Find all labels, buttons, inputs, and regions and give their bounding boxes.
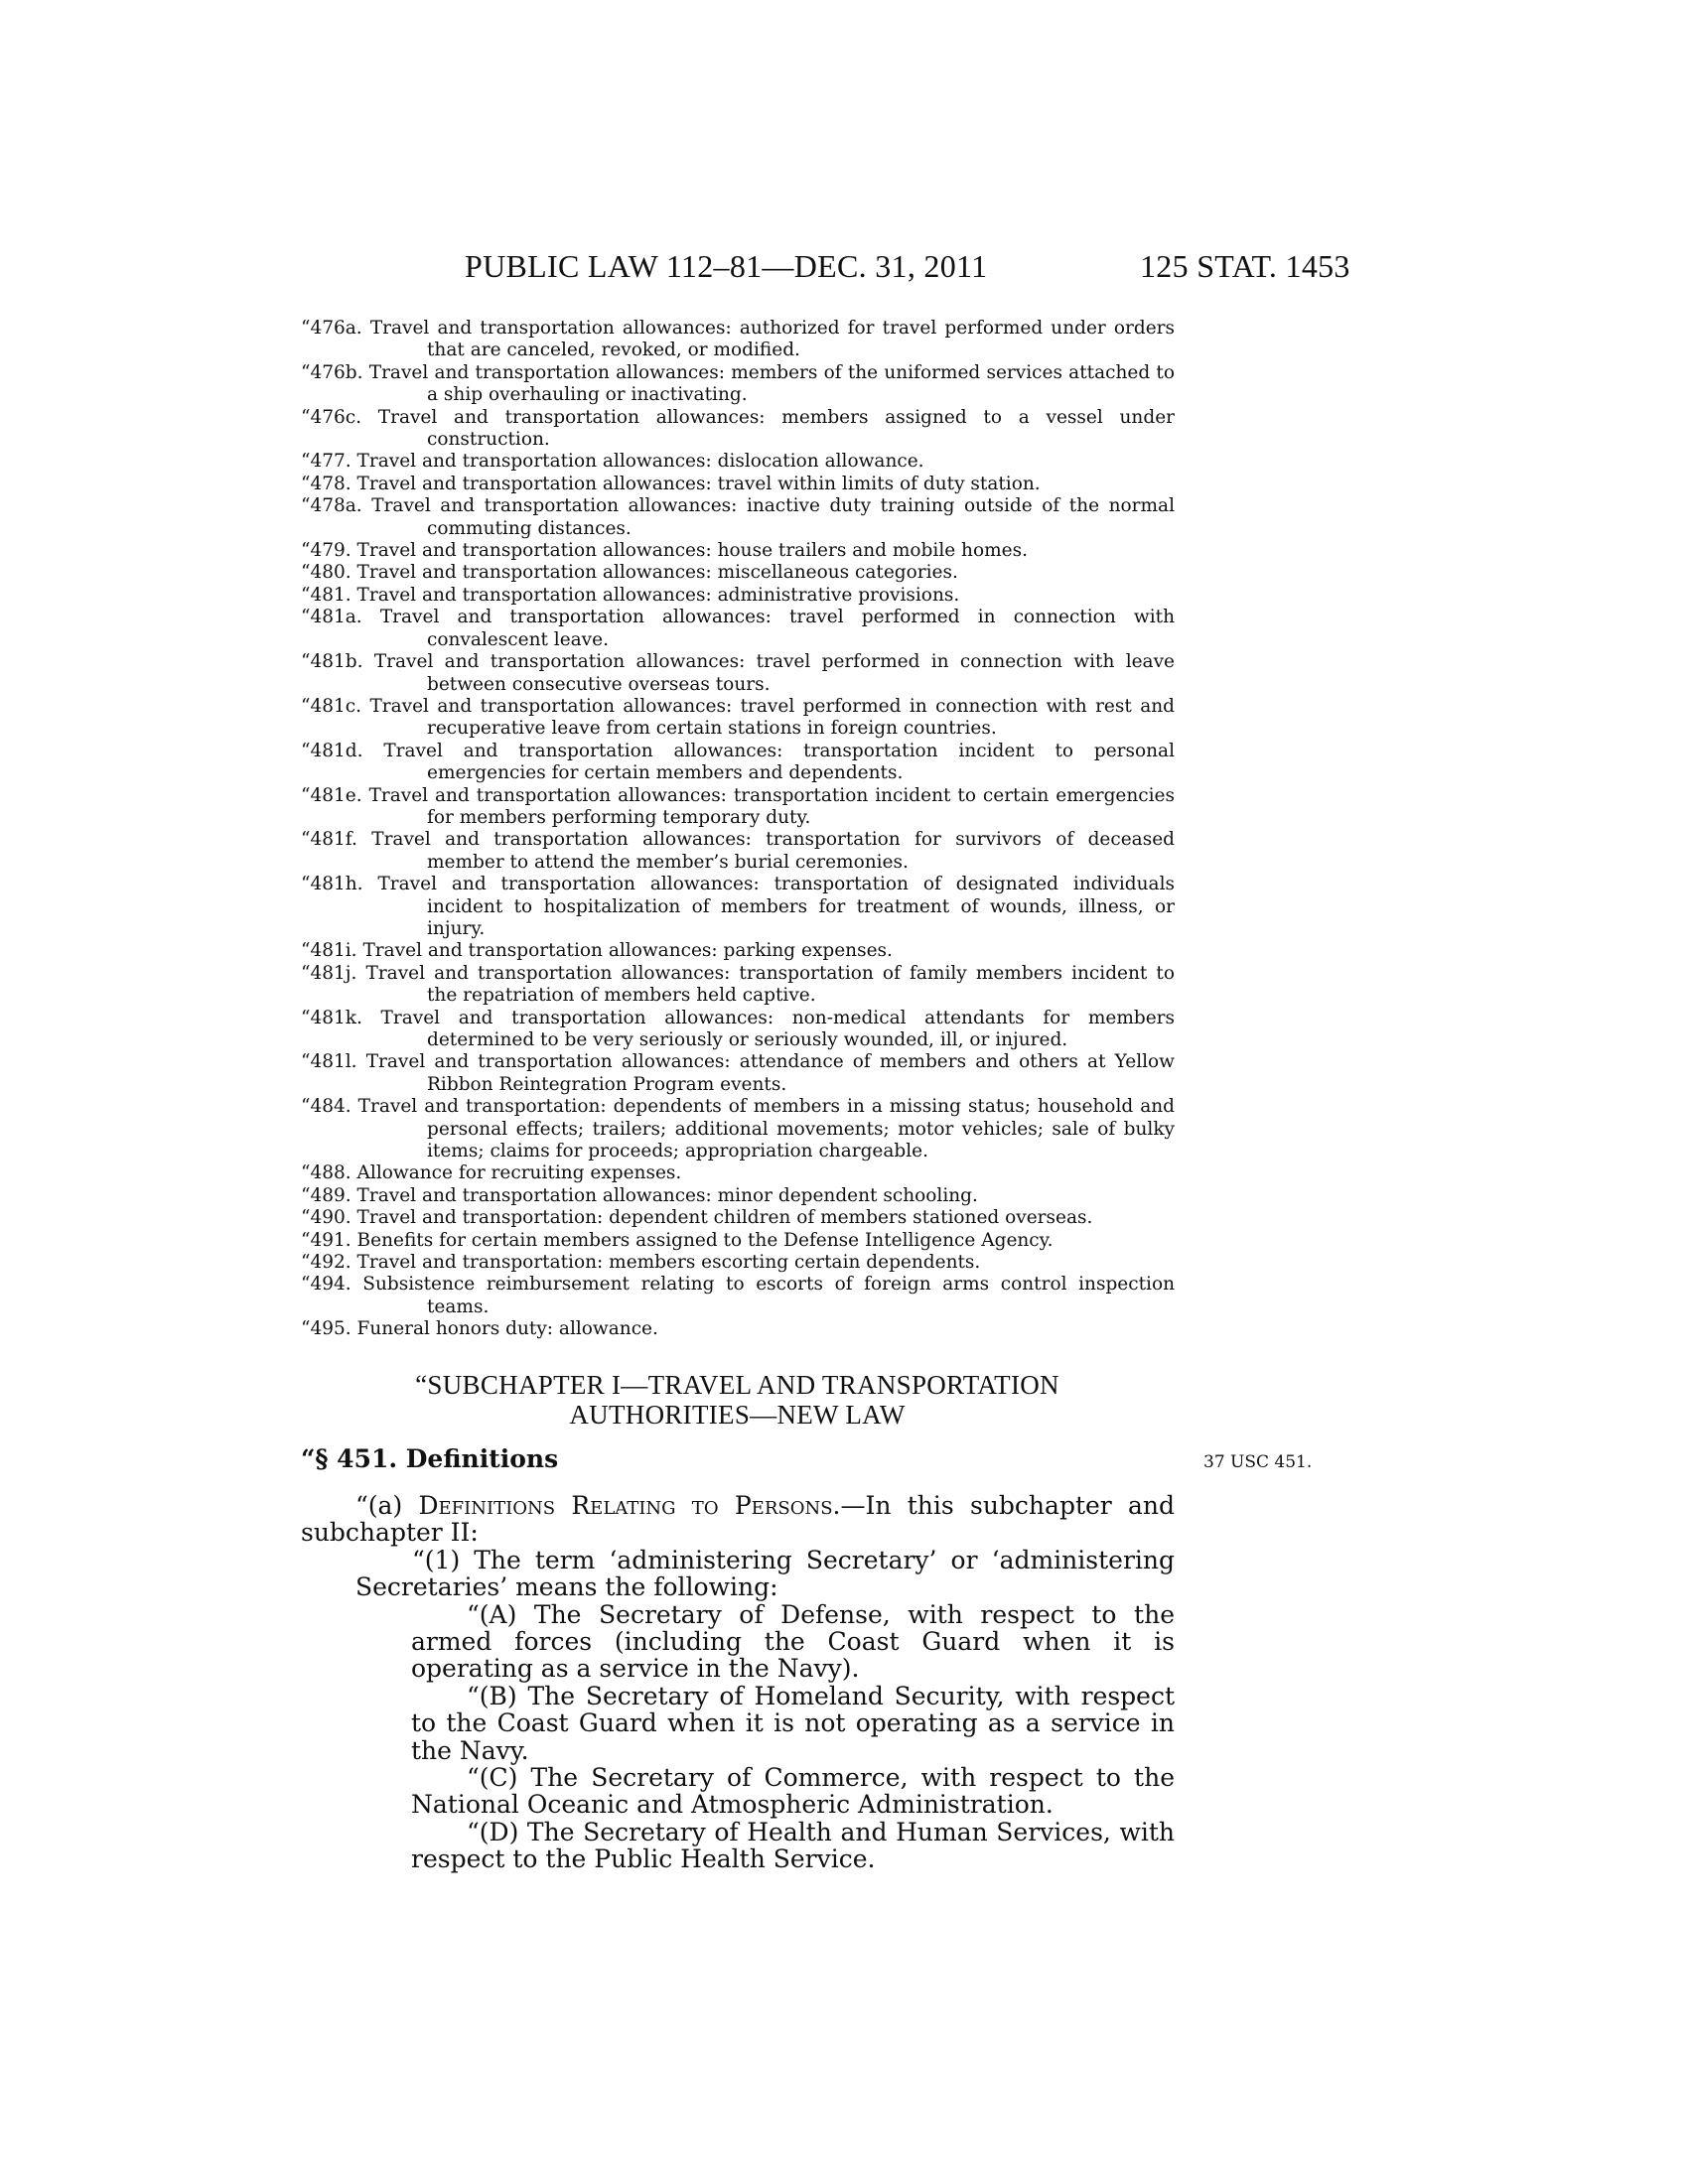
toc-entry-text: Travel and transportation allowances: non-medical attendants for members determined to be very seriously or seriously wounded, ill, or injured.	[380, 1007, 1175, 1050]
toc-entry	[301, 1207, 1175, 1229]
toc-entry-text: Travel and transportation allowances: dislocation allowance.	[356, 451, 924, 473]
toc-entry-number: “495.	[301, 1318, 352, 1340]
toc-entry-text: Travel and transportation allowances: parking expenses.	[362, 940, 893, 962]
toc-entry	[301, 874, 1175, 940]
subchapter-heading-line1: “SUBCHAPTER I—TRAVEL AND TRANSPORTATION	[415, 1370, 1059, 1400]
toc-entry-number: “476b.	[301, 361, 363, 383]
page-header-stat: 125 STAT. 1453	[1140, 248, 1350, 284]
toc-entry-number: “481.	[301, 584, 352, 606]
subparagraph-c: “(C) The Secretary of Commerce, with respect to the National Oceanic and Atmospheric Administration.	[411, 1763, 1175, 1820]
toc-entry-number: “481f.	[301, 829, 357, 851]
toc-entry-text: Travel and transportation: members escorting certain dependents.	[356, 1252, 981, 1274]
toc-entry	[301, 585, 1175, 607]
toc-entry-text: Travel and transportation: dependents of members in a missing status; household and personal effects; trailers; additional movements; motor vehicles; sale of bulky items; claims for proceeds; appropriation chargeable.	[357, 1096, 1175, 1162]
toc-entry	[301, 1185, 1175, 1207]
toc-entry-number: “481c.	[301, 695, 362, 717]
toc-entry-number: “490.	[301, 1207, 352, 1229]
subparagraph-d: “(D) The Secretary of Health and Human Services, with respect to the Public Health Service.	[411, 1817, 1175, 1874]
section-body	[301, 1492, 1175, 1873]
toc-entry-text: Travel and transportation allowances: authorized for travel performed under orders that are canceled, revoked, or modified.	[369, 318, 1175, 361]
toc-entry	[301, 1230, 1175, 1252]
toc-entry-number: “481e.	[301, 784, 362, 806]
toc-entry-text: Travel and transportation allowances: transportation of family members incident to the repatriation of members held captive.	[365, 962, 1176, 1007]
table-of-sections	[301, 318, 1175, 1341]
toc-entry	[301, 1096, 1175, 1162]
toc-entry	[301, 963, 1175, 1008]
subparagraph-b: “(B) The Secretary of Homeland Security, with respect to the Coast Guard when it is not operating as a service in the Navy.	[411, 1681, 1175, 1765]
page-header-title: PUBLIC LAW 112–81—DEC. 31, 2011	[465, 248, 988, 284]
toc-entry-text: Allowance for recruiting expenses.	[356, 1162, 682, 1184]
toc-entry	[301, 607, 1175, 651]
toc-entry	[301, 407, 1175, 452]
toc-entry-text: Travel and transportation allowances: travel performed in connection with rest and recuperative leave from certain stations in foreign countries.	[369, 695, 1175, 740]
toc-entry-text: Travel and transportation allowances: members of the uniformed services attached to a ship overhauling or inactivating.	[368, 361, 1175, 406]
toc-entry-number: “478.	[301, 473, 352, 494]
toc-entry-number: “476a.	[301, 318, 362, 339]
toc-entry-number: “481l.	[301, 1051, 357, 1073]
toc-entry	[301, 362, 1175, 407]
toc-entry-text: Travel and transportation allowances: inactive duty training outside of the normal commuting distances.	[371, 495, 1175, 539]
toc-entry	[301, 474, 1175, 495]
toc-entry	[301, 495, 1175, 540]
toc-entry	[301, 785, 1175, 830]
toc-entry-text: Travel and transportation allowances: transportation incident to personal emergencies for certain members and dependents.	[383, 740, 1175, 784]
toc-entry-number: “481d.	[301, 740, 363, 761]
subchapter-heading-line2: AUTHORITIES—NEW LAW	[569, 1400, 906, 1430]
toc-entry	[301, 696, 1175, 741]
toc-entry	[301, 562, 1175, 584]
toc-entry-number: “489.	[301, 1184, 352, 1206]
toc-entry-text: Travel and transportation allowances: travel performed in connection with leave between consecutive overseas tours.	[373, 651, 1175, 695]
toc-entry-number: “488.	[301, 1162, 352, 1184]
toc-entry	[301, 940, 1175, 962]
toc-entry-text: Travel and transportation allowances: transportation of designated individuals incident to hospitalization of members for treatment of wounds, illness, or injury.	[377, 874, 1175, 939]
toc-entry-number: “480.	[301, 562, 352, 584]
toc-entry-number: “479.	[301, 540, 352, 562]
toc-entry-text: Travel and transportation allowances: transportation for survivors of deceased member to attend the member’s burial ceremonies.	[371, 829, 1175, 873]
toc-entry	[301, 1051, 1175, 1096]
toc-entry-number: “481j.	[301, 962, 357, 984]
toc-entry-number: “481i.	[301, 940, 357, 962]
toc-entry-number: “481b.	[301, 651, 363, 673]
toc-entry-text: Benefits for certain members assigned to the Defense Intelligence Agency.	[356, 1229, 1054, 1251]
toc-entry-number: “492.	[301, 1252, 352, 1274]
toc-entry-text: Travel and transportation allowances: attendance of members and others at Yellow Ribbon Reintegration Program events.	[365, 1051, 1175, 1095]
toc-entry	[301, 451, 1175, 473]
toc-entry-number: “481h.	[301, 874, 363, 895]
toc-entry-number: “477.	[301, 451, 352, 473]
margin-citation: 37 USC 451.	[1203, 1452, 1313, 1472]
toc-entry-number: “476c.	[301, 406, 362, 428]
toc-entry-number: “494.	[301, 1274, 352, 1296]
toc-entry	[301, 1318, 1175, 1340]
toc-entry-text: Travel and transportation: dependent children of members stationed overseas.	[356, 1207, 1093, 1229]
toc-entry-text: Travel and transportation allowances: miscellaneous categories.	[356, 562, 958, 584]
toc-entry-number: “481a.	[301, 607, 362, 628]
toc-entry-text: Travel and transportation allowances: house trailers and mobile homes.	[356, 540, 1028, 562]
toc-entry-text: Funeral honors duty: allowance.	[356, 1318, 658, 1340]
toc-entry	[301, 540, 1175, 562]
toc-entry-text: Travel and transportation allowances: travel within limits of duty station.	[356, 473, 1041, 494]
toc-entry	[301, 318, 1175, 362]
toc-entry	[301, 1162, 1175, 1184]
paragraph-a-heading: Definitions Relating to Persons	[418, 1491, 833, 1520]
toc-entry-text: Travel and transportation allowances: administrative provisions.	[356, 584, 960, 606]
toc-entry-text: Travel and transportation allowances: minor dependent schooling.	[356, 1184, 978, 1206]
toc-entry-number: “484.	[301, 1096, 352, 1118]
toc-entry-number: “481k.	[301, 1007, 362, 1028]
section-heading: “§ 451. Definitions	[301, 1444, 559, 1473]
toc-entry	[301, 741, 1175, 785]
toc-entry	[301, 1008, 1175, 1052]
paragraph-a: “(a) Definitions Relating to Persons.—In this subchapter and subchapter II:	[301, 1491, 1176, 1548]
toc-entry-text: Travel and transportation allowances: transportation incident to certain emergencies for members performing temporary duty.	[368, 784, 1175, 828]
toc-entry	[301, 651, 1175, 696]
subparagraph-a: “(A) The Secretary of Defense, with respect to the armed forces (including the Coast Guard when it is operating as a service in the Navy).	[411, 1599, 1175, 1684]
paragraph-1: “(1) The term ‘administering Secretary’ or ‘administering Secretaries’ means the following:	[355, 1545, 1175, 1602]
toc-entry	[301, 829, 1175, 874]
toc-entry-number: “491.	[301, 1229, 352, 1251]
subchapter-heading	[298, 1370, 1177, 1430]
toc-entry-text: Travel and transportation allowances: members assigned to a vessel under construction.	[377, 406, 1175, 451]
toc-entry	[301, 1252, 1175, 1274]
toc-entry-text: Travel and transportation allowances: travel performed in connection with convalescent leave.	[379, 607, 1175, 650]
toc-entry	[301, 1274, 1175, 1318]
toc-entry-text: Subsistence reimbursement relating to escorts of foreign arms control inspection teams.	[362, 1274, 1175, 1317]
toc-entry-number: “478a.	[301, 495, 362, 517]
